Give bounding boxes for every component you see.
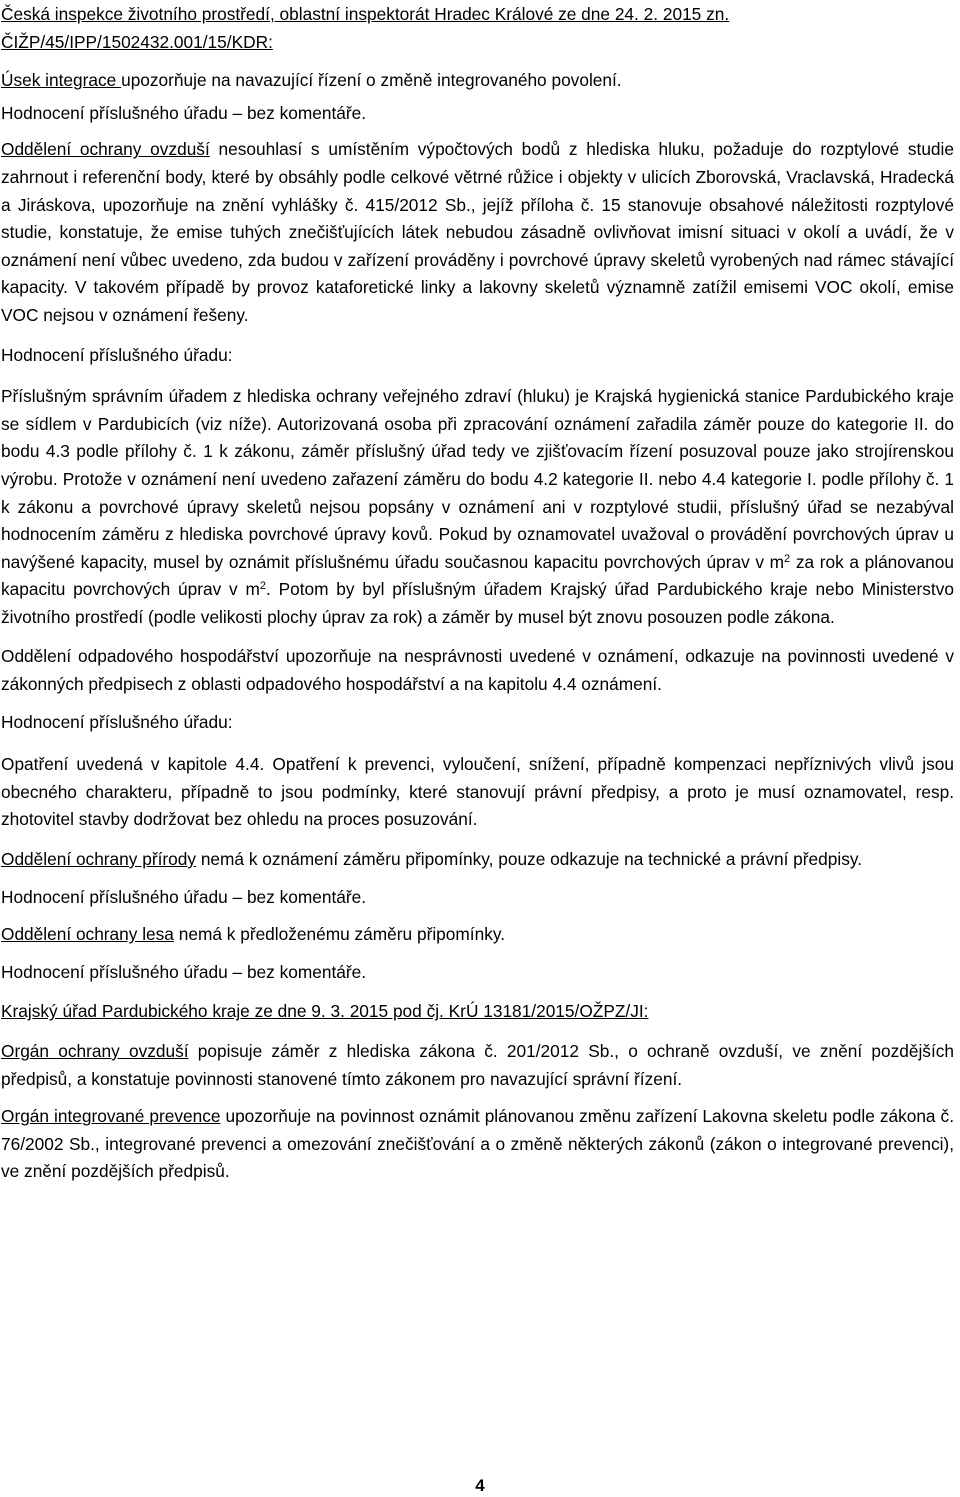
superscript: 2: [784, 552, 791, 565]
paragraph-text: Příslušným správním úřadem z hlediska ochrany veřejného zdraví (hluku) je Krajská hygienická stanice Pardubického kraje se sídlem v Pardubicích (viz níže). Autorizovaná osoba při zpracování oznámení zařadila záměr pouze do kategorie II. do bodu 4.3 podle přílohy č. 1 k zákonu, záměr příslušný úřad tedy ve zjišťovacím řízení posuzoval pouze jako strojírenskou výrobu. Protože v oznámení není uvedeno zařazení záměru do bodu 4.2 kategorie II. nebo 4.4 kategorie I. podle přílohy č. 1 k zákonu a povrchové úpravy skeletů nejsou popsány v oznámení ani v rozptylové studii, příslušný úřad se nezabýval hodnocením záměru z hlediska povrchové úpravy kovů. Pokud by oznamovatel uvažoval o provádění povrchových úprav u navýšené kapacity, musel by oznámit příslušnému úřadu současnou kapacitu povrchových úprav v m: [1, 386, 954, 572]
paragraph-text: upozorňuje na navazující řízení o změně integrovaného povolení.: [121, 70, 622, 91]
paragraph-text: nemá k předloženému záměru připomínky.: [173, 924, 505, 945]
paragraph-text: . Potom by byl příslušným úřadem Krajský úřad Pardubického kraje nebo Ministerstvo životního prostředí (podle velikosti plochy úprav za rok) a záměr by musel být znovu posouzen podle zákona.: [1, 579, 954, 627]
department-name: Oddělení ochrany ovzduší: [1, 139, 210, 160]
source-heading-line-1: Česká inspekce životního prostředí, oblastní inspektorát Hradec Králové ze dne 24. 2. 2015 zn.: [1, 4, 730, 24]
paragraph-assessment-body: [1, 383, 954, 631]
assessment-heading: Hodnocení příslušného úřadu:: [1, 711, 233, 732]
source-heading-line-2: ČIŽP/45/IPP/1502432.001/15/KDR:: [1, 31, 273, 52]
department-name: Oddělení ochrany lesa: [1, 924, 174, 945]
department-name: Oddělení ochrany přírody: [1, 849, 197, 870]
assessment-note: Hodnocení příslušného úřadu – bez komentáře.: [1, 102, 367, 123]
department-name: Orgán ochrany ovzduší: [1, 1041, 189, 1061]
department-name: Orgán integrované prevence: [1, 1106, 221, 1127]
assessment-note: Hodnocení příslušného úřadu – bez komentáře.: [1, 886, 367, 907]
paragraph-text: za rok a plánovanou kapacitu povrchových úprav v m: [1, 551, 954, 600]
paragraph-text: nesouhlasí s umístěním výpočtových bodů z hlediska hluku, požaduje do rozptylové studie zahrnout i referenční body, které by obsáhly podle celkové větrné růžice i objekty v ulicích Zborovská, Vraclavská, Hradecká a Jiráskova, upozorňuje na znění vyhlášky č. 415/2012 Sb., jejíž příloha č. 15 stanovuje obsahové náležitosti rozptylové studie, konstatuje, že emise tuhých znečišťujících látek nebudou zásadně ovlivňovat imisní situaci v okolí a uvádí, že v oznámení není vůbec uvedeno, zda budou v zařízení prováděny i povrchové úpravy skeletů vyrobených nad rámec stávající kapacity. V takovém případě by provoz kataforetické linky a lakovny skeletů významně zatížil emisemi VOC okolí, emise VOC nejsou v oznámení řešeny.: [1, 139, 954, 325]
source-heading-cizp: [1, 1, 954, 56]
paragraph-ochrana-prirody: [1, 846, 954, 874]
paragraph-ochrana-ovzdusi: [1, 136, 954, 329]
paragraph-ochrana-lesa: [1, 921, 954, 949]
paragraph-odpadove-hospodarstvi: Oddělení odpadového hospodářství upozorňuje na nesprávnosti uvedené v oznámení, odkazuje na povinnosti uvedené v zákonných předpisech z oblasti odpadového hospodářství a na kapitolu 4.4 oznámení.: [1, 646, 954, 695]
source-heading-kraj: Krajský úřad Pardubického kraje ze dne 9. 3. 2015 pod čj. KrÚ 13181/2015/OŽPZ/JI:: [1, 1001, 649, 1022]
paragraph-integrovana-prevence: [1, 1103, 954, 1186]
superscript: 2: [259, 580, 266, 593]
paragraph-text: popisuje záměr z hlediska zákona č. 201/2012 Sb., o ochraně ovzduší, ve znění pozdějších předpisů, a konstatuje povinnosti stanovené tímto zákonem pro navazující správní řízení.: [1, 1041, 954, 1089]
assessment-heading: Hodnocení příslušného úřadu:: [1, 344, 233, 365]
assessment-note: Hodnocení příslušného úřadu – bez komentáře.: [1, 961, 367, 982]
department-name: Úsek integrace: [1, 70, 122, 91]
paragraph-text: nemá k oznámení záměru připomínky, pouze odkazuje na technické a právní předpisy.: [196, 849, 863, 870]
page-number: 4: [475, 1476, 485, 1495]
paragraph-usek-integrace: [1, 67, 954, 95]
paragraph-organ-ovzdusi: [1, 1038, 954, 1093]
paragraph-text: upozorňuje na povinnost oznámit plánovanou změnu zařízení Lakovna skeletu podle zákona č. 76/2002 Sb., integrované prevenci a omezování znečišťování a o změně některých zákonů (zákon o integrované prevenci), ve znění pozdějších předpisů.: [1, 1106, 954, 1182]
paragraph-opatreni: Opatření uvedená v kapitole 4.4. Opatření k prevenci, vyloučení, snížení, případně kompenzaci nepříznivých vlivů jsou obecného charakteru, případně to jsou podmínky, které stanovují právní předpisy, a proto je musí oznamovatel, resp. zhotovitel stavby dodržovat bez ohledu na proces posuzování.: [1, 754, 954, 830]
